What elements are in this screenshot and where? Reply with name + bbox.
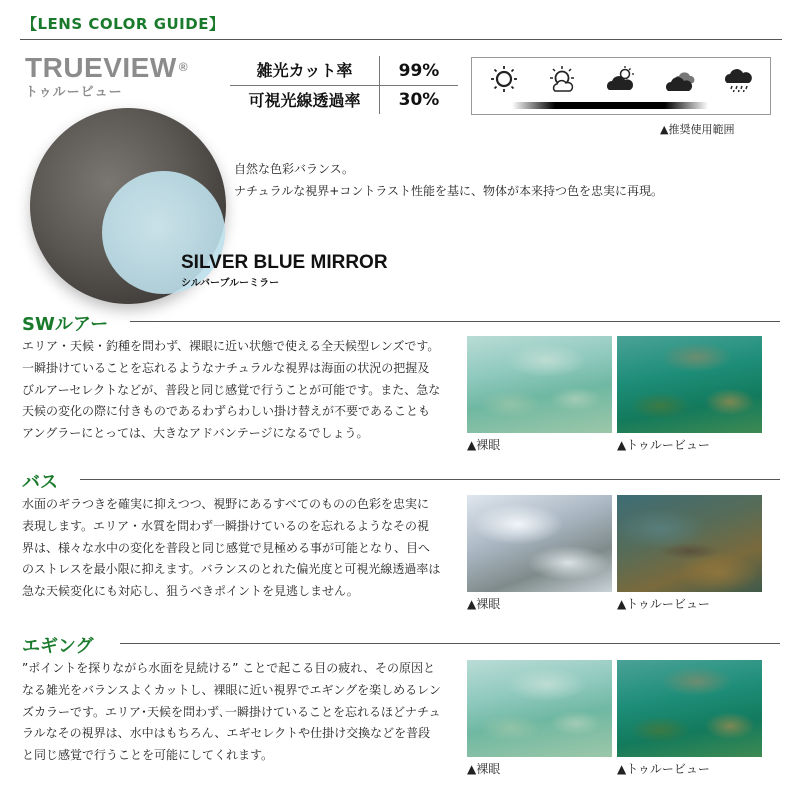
- caption-naked-eye: ▲裸眼: [467, 597, 501, 611]
- body-line: 一瞬掛けていることを忘れるようなナチュラルな視界は海面の状況の把握及: [22, 360, 430, 375]
- body-line: と同じ感覚で行うことを可能にしてくれます。: [22, 748, 274, 763]
- photo-trueview-sw: [617, 336, 762, 433]
- body-line: ズカラーです。エリア･天候を問わず､一瞬掛けていることを忘れるほどナチュ: [22, 704, 441, 719]
- section-body-sw-lure: [22, 336, 467, 445]
- body-line: エリア・天候・釣種を問わず、裸眼に近い状態で使える全天候型レンズです。: [22, 339, 440, 353]
- cloudy-icon: [666, 65, 696, 93]
- lens-description-line: ナチュラルな視界+コントラスト性能を基に、物体が本来持つ色を忠実に再現。: [234, 184, 663, 198]
- spec-label: 雑光カット率: [230, 56, 380, 85]
- recommended-range-bar: [512, 102, 708, 109]
- section-divider: [130, 321, 780, 322]
- photo-naked-eye-eging: [467, 660, 612, 757]
- body-line: ラルなその視界は、水中はもちろん、エギセレクトや仕掛け交換などを普段: [22, 726, 431, 741]
- body-line: 表現します。エリア・水質を問わず一瞬掛けているのを忘れるようなその視: [22, 518, 430, 533]
- section-divider: [120, 643, 780, 644]
- recommended-range-note: ▲推奨使用範囲: [660, 123, 735, 136]
- spec-table: [230, 56, 458, 114]
- section-title-sw-lure: SWルアー: [22, 314, 109, 335]
- body-line: 急な天候変化にも対応し、狙うべきポイントを見逃しません。: [22, 584, 359, 599]
- caption-naked-eye: ▲裸眼: [467, 438, 501, 452]
- spec-value: 30%: [398, 90, 440, 110]
- body-line: アングラーにとっては、大きなアドバンテージになるでしょう。: [22, 426, 369, 441]
- body-line: ”ポイントを探りながら水面を見続ける” ことで起こる目の疲れ、その原因と: [22, 661, 435, 675]
- sun-icon: [489, 65, 519, 93]
- section-body-eging: [22, 658, 467, 767]
- body-line: 界は、様々な水中の変化を普段と同じ感覚で見極める事が可能となり、目へ: [22, 540, 431, 555]
- caption-trueview: ▲トゥルービュー: [617, 438, 710, 452]
- photo-trueview-eging: [617, 660, 762, 757]
- registered-mark: ®: [178, 60, 189, 74]
- section-title-eging: エギング: [22, 636, 94, 657]
- spec-value: 99%: [398, 60, 440, 81]
- spec-row-transmission: [230, 85, 458, 114]
- caption-trueview: ▲トゥルービュー: [617, 597, 710, 611]
- section-divider: [80, 479, 780, 480]
- spec-label: 可視光線透過率: [230, 86, 380, 114]
- caption-trueview: ▲トゥルービュー: [617, 762, 710, 776]
- body-line: 水面のギラつきを確実に抑えつつ、視野にあるすべてのものの色彩を忠実に: [22, 497, 430, 511]
- header-divider: [20, 39, 782, 40]
- rain-icon: [724, 65, 754, 93]
- lens-name-text: TRUEVIEW: [25, 52, 177, 83]
- lens-description-line: 自然な色彩バランス。: [234, 162, 355, 176]
- mirror-name: SILVER BLUE MIRROR: [181, 252, 388, 273]
- body-line: 天候の変化の際に付きものであるわずらわしい掛け替えが不要であることも: [22, 404, 431, 419]
- section-body-bass: [22, 494, 467, 603]
- lens-name-kana: トゥルービュー: [25, 85, 123, 100]
- partly-cloudy-icon: [606, 65, 636, 93]
- photo-naked-eye-sw: [467, 336, 612, 433]
- section-title-bass: バス: [22, 472, 58, 493]
- lens-name: [25, 52, 188, 84]
- body-line: びルアーセレクトなどが、普段と同じ感覚で行うことが可能です。また、急な: [22, 382, 441, 397]
- weather-range-box: [471, 57, 771, 115]
- body-line: のストレスを最小限に抑えます。バランスのとれた偏光度と可視光線透過率は: [22, 562, 441, 577]
- spec-row-glare-cut: [230, 56, 458, 85]
- body-line: なる雑光をバランスよくカットし、裸眼に近い視界でエギングを楽しめるレン: [22, 682, 441, 697]
- guide-title: 【LENS COLOR GUIDE】: [22, 15, 225, 33]
- mirror-name-kana: シルバーブルーミラー: [181, 278, 280, 289]
- photo-naked-eye-bass: [467, 495, 612, 592]
- photo-trueview-bass: [617, 495, 762, 592]
- sun-cloud-icon: [547, 65, 577, 93]
- caption-naked-eye: ▲裸眼: [467, 762, 501, 776]
